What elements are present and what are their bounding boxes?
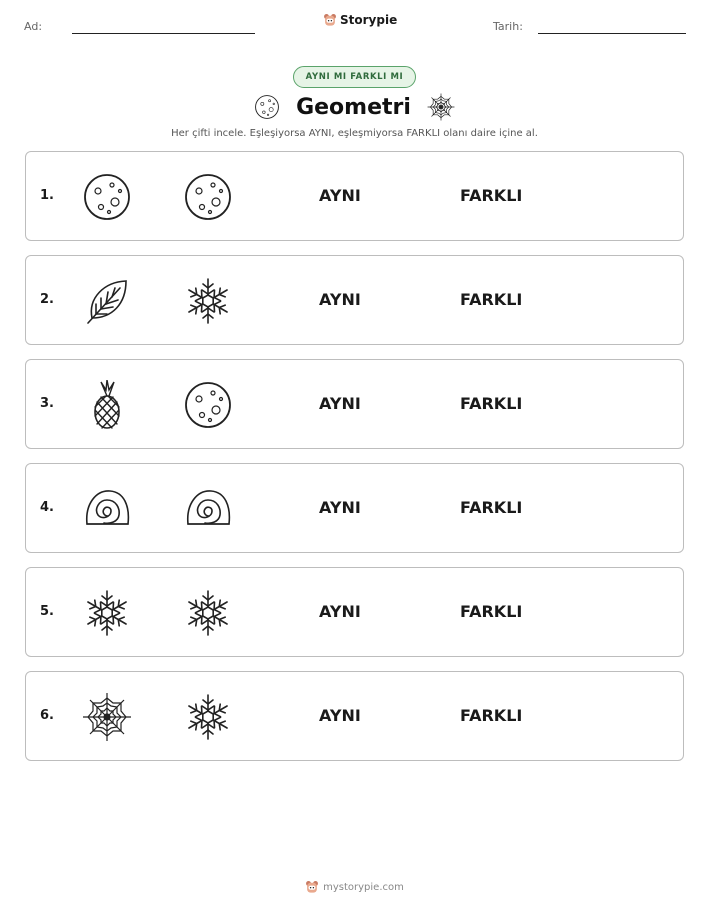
question-row (25, 671, 684, 761)
question-row (25, 359, 684, 449)
different-option[interactable]: FARKLI (460, 290, 523, 309)
footer (0, 880, 709, 894)
same-option[interactable]: AYNI (319, 394, 361, 413)
same-option[interactable]: AYNI (319, 706, 361, 725)
date-line[interactable] (538, 33, 686, 34)
snowflake-icon (183, 692, 233, 742)
spiderweb-icon (82, 692, 132, 742)
different-option[interactable]: FARKLI (460, 706, 523, 725)
different-option[interactable]: FARKLI (460, 394, 523, 413)
moon-icon (183, 172, 233, 222)
leaf-icon (82, 276, 132, 326)
different-option[interactable]: FARKLI (460, 498, 523, 517)
date-label: Tarih: (493, 20, 523, 33)
name-label: Ad: (24, 20, 43, 33)
question-row (25, 151, 684, 241)
question-number: 1. (40, 188, 54, 203)
shell-icon (183, 484, 233, 534)
different-option[interactable]: FARKLI (460, 186, 523, 205)
shell-icon (82, 484, 132, 534)
same-option[interactable]: AYNI (319, 602, 361, 621)
name-line[interactable] (72, 33, 255, 34)
question-number: 5. (40, 604, 54, 619)
worksheet-type-badge: AYNI MI FARKLI MI (293, 66, 416, 88)
question-row (25, 463, 684, 553)
question-row (25, 567, 684, 657)
snowflake-icon (82, 588, 132, 638)
moon-icon (183, 380, 233, 430)
moon-icon (254, 94, 280, 120)
same-option[interactable]: AYNI (319, 498, 361, 517)
page-title: Geometri (296, 94, 411, 120)
different-option[interactable]: FARKLI (460, 602, 523, 621)
storypie-mascot-icon (305, 880, 319, 894)
spiderweb-icon (427, 93, 455, 121)
question-number: 6. (40, 708, 54, 723)
instruction-text: Her çifti incele. Eşleşiyorsa AYNI, eşleşmiyorsa FARKLI olanı daire içine al. (171, 128, 538, 139)
question-number: 3. (40, 396, 54, 411)
question-number: 2. (40, 292, 54, 307)
same-option[interactable]: AYNI (319, 290, 361, 309)
same-option[interactable]: AYNI (319, 186, 361, 205)
brand-name: Storypie (340, 13, 398, 27)
question-number: 4. (40, 500, 54, 515)
moon-icon (82, 172, 132, 222)
footer-website: mystorypie.com (323, 881, 404, 893)
pineapple-icon (82, 380, 132, 430)
storypie-mascot-icon (323, 13, 337, 27)
title-row (0, 90, 709, 124)
snowflake-icon (183, 588, 233, 638)
snowflake-icon (183, 276, 233, 326)
brand-logo (323, 13, 397, 27)
question-row (25, 255, 684, 345)
